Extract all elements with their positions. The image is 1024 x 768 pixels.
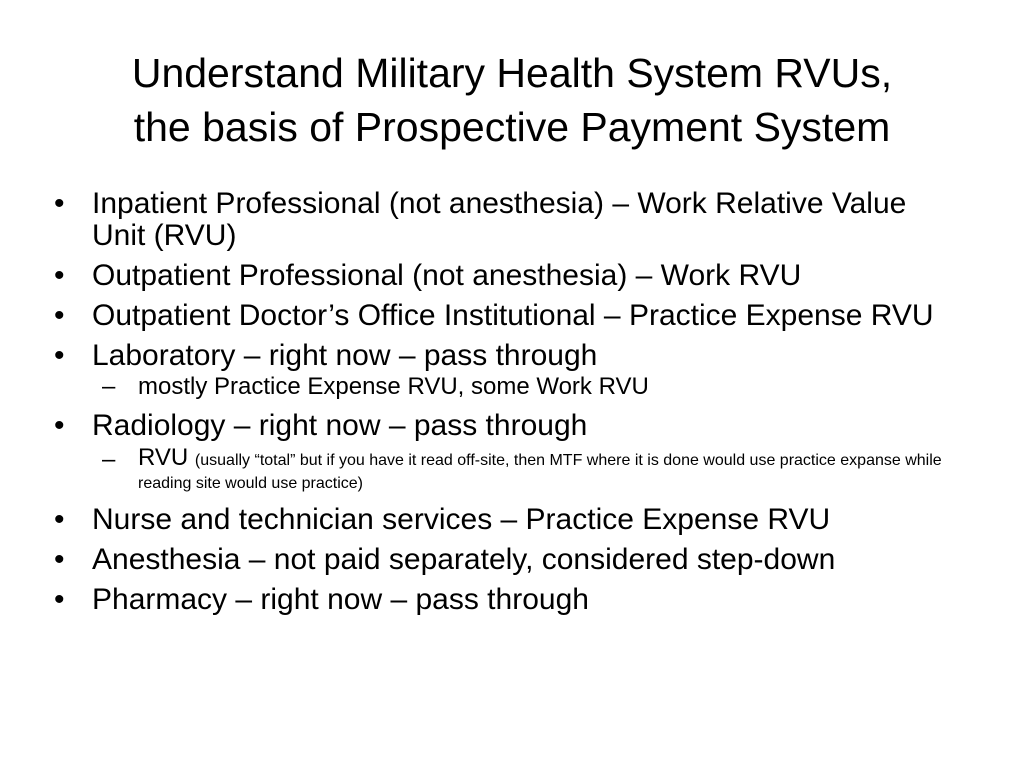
bullet-icon: • [54,503,65,536]
bullet-icon: • [54,583,65,616]
bullet-text: Laboratory – right now – pass through [92,339,598,372]
bullet-icon: • [54,409,65,442]
dash-icon: – [102,446,116,473]
sub-item-text: mostly Practice Expense RVU, some Work RVU [138,373,649,400]
sub-item-note: (usually “total” but if you have it read off-site, then MTF where it is done would use practice expanse while reading site would use practice) [138,452,942,492]
bullet-item-outpatient-professional [50,260,960,292]
bullet-text: Pharmacy – right now – pass through [92,583,589,616]
sub-item-laboratory [50,374,960,400]
bullet-item-outpatient-institutional [50,300,960,332]
dash-icon: – [102,373,116,400]
bullet-text: Radiology – right now – pass through [92,409,588,442]
bullet-item-pharmacy [50,584,960,616]
slide-title [40,46,984,154]
bullet-text: Anesthesia – not paid separately, considered step-down [92,543,836,576]
bullet-icon: • [54,259,65,292]
slide-title-line-2: the basis of Prospective Payment System [133,104,891,150]
bullet-text: Nurse and technician services – Practice Expense RVU [92,503,831,536]
bullet-icon: • [54,299,65,332]
bullet-item-nurse-technician [50,504,960,536]
bullet-item-anesthesia [50,544,960,576]
bullet-icon: • [54,187,65,220]
slide-title-line-1: Understand Military Health System RVUs, [131,50,893,96]
bullet-icon: • [54,543,65,576]
bullet-item-inpatient [50,188,960,252]
bullet-list [50,188,960,624]
bullet-text: Outpatient Professional (not anesthesia) – Work RVU [92,259,802,292]
sub-item-label: RVU [138,444,189,471]
sub-item-radiology [50,446,960,494]
bullet-text: Outpatient Doctor’s Office Institutional – Practice Expense RVU [92,299,934,332]
bullet-icon: • [54,339,65,372]
bullet-item-laboratory [50,340,960,372]
bullet-text: Inpatient Professional (not anesthesia) – Work Relative Value Unit (RVU) [92,187,907,252]
bullet-item-radiology [50,410,960,442]
